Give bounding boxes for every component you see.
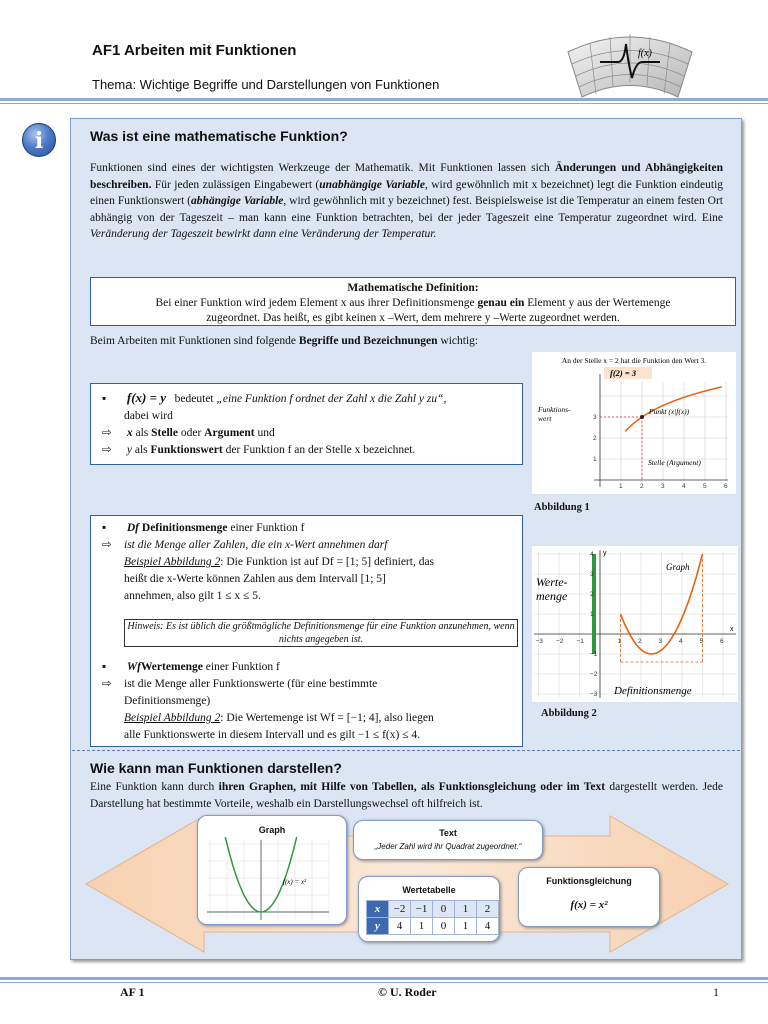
df-title: Definitionsmenge [141, 522, 228, 534]
figure1-caption: Abbildung 1 [534, 502, 590, 513]
value-table-row-x [367, 901, 499, 918]
value-table-cell: 4 [389, 918, 411, 935]
value-table-header-y: y [367, 918, 389, 935]
value-table-cell: 0 [433, 918, 455, 935]
equation-card-body: f(x) = x² [570, 899, 608, 911]
value-table-cell: −2 [389, 901, 411, 918]
text-card [353, 820, 543, 860]
document-topic: Thema: Wichtige Begriffe und Darstellungen von Funktionen [92, 77, 440, 92]
sets-content [102, 520, 520, 605]
value-table-header-x: x [367, 901, 389, 918]
terms-intro-bold: Begriffe und Bezeichnungen [298, 335, 438, 347]
wf-content [102, 659, 520, 744]
figure2-x-tick: 4 [679, 638, 683, 645]
df-example-text-2: heißt die x-Werte können Zahlen aus dem Intervall [1; 5] [124, 573, 386, 585]
figure2-x-tick: −1 [576, 638, 584, 645]
df-example-label: Beispiel Abbildung 2 [124, 556, 221, 568]
value-table-cell: 4 [477, 918, 499, 935]
figure1-caption-top: An der Stelle x = 2 hat die Funktion den Wert 3. [561, 356, 707, 365]
df-rest: einer Funktion f [230, 522, 305, 534]
notation-argument: Argument [204, 427, 255, 439]
wf-example-text-1: : Die Wertemenge ist Wf = [−1; 4], also liegen [220, 712, 434, 724]
footer-divider-thin [0, 982, 768, 983]
figure1-x-label: Stelle (Argument) [648, 458, 701, 467]
notation-als-2: als [134, 444, 148, 456]
wf-description-2: Definitionsmenge) [124, 695, 211, 707]
figure2-axis-x-label: x [730, 626, 734, 633]
figure1-y-tick: 3 [593, 414, 597, 421]
footer-center: © U. Roder [378, 985, 437, 999]
intro-paragraph [90, 160, 723, 243]
figure2-x-tick: 6 [720, 638, 724, 645]
representation-text-2: dargestellt werden. Jede Darstellung hat bestimmte Vorteile, weshalb ein Darstellungswechsel oft hilfreich ist. [90, 781, 724, 810]
figure2-x-tick: −3 [535, 638, 543, 645]
intro-text-independent: unabhängige Variable [319, 178, 425, 191]
definition-title: Mathematische Definition: [347, 282, 479, 294]
notation-oder: oder [180, 427, 202, 439]
table-card [358, 876, 500, 942]
intro-text-3: , wird gewöhnlich mit x bezeichnet) legt die Funktion eindeutig einen Funktionswert ( [90, 178, 724, 207]
figure2-x-tick: 2 [638, 638, 642, 645]
figure2-caption: Abbildung 2 [541, 708, 597, 719]
figure-2 [532, 546, 738, 702]
definition-text-a: Bei einer Funktion wird jedem Element x aus ihrer Definitionsmenge [155, 297, 475, 309]
footer-page-number: 1 [713, 985, 719, 999]
df-symbol: Df [126, 522, 140, 534]
wf-title: Wertemenge [140, 661, 203, 673]
graph-card [197, 815, 347, 925]
notation-quote: „eine Funktion f ordnet der Zahl x die Zahl y zu“, [216, 393, 447, 405]
notation-line-1 [102, 389, 520, 408]
figure2-x-tick: −2 [556, 638, 564, 645]
figure2-axis-y-label: y [603, 550, 607, 557]
bullet: ▪ [102, 393, 107, 405]
function-logo [560, 22, 700, 102]
representation-text-bold: ihren Graphen, mit Hilfe von Tabellen, als Funktionsgleichung oder im Text [218, 781, 606, 793]
representation-paragraph [90, 779, 723, 812]
figure2-y-tick: 3 [590, 571, 594, 578]
value-table-cell: 1 [411, 918, 433, 935]
equation-card-title: Funktionsgleichung [546, 876, 632, 886]
figure-1 [532, 352, 736, 494]
bullet: ▪ [102, 522, 107, 534]
df-example-1 [102, 554, 520, 571]
figure1-point-label: Punkt (x|f(x)) [649, 407, 690, 416]
document-title: AF1 Arbeiten mit Funktionen [92, 42, 297, 59]
section-title-definition: Was ist eine mathematische Funktion? [90, 128, 348, 144]
df-example-text-1: : Die Funktion ist auf Df = [1; 5] definiert, das [220, 556, 435, 568]
df-line-1 [102, 537, 520, 554]
arrow-icon: ⇨ [102, 539, 112, 551]
figure2-y-tick: −1 [590, 651, 598, 658]
wf-symbol: Wf [126, 661, 141, 673]
arrow-icon: ⇨ [102, 427, 112, 439]
figure2-def-label: Definitionsmenge [614, 685, 692, 697]
figure1-x-tick: 5 [703, 483, 707, 490]
figure2-wertemenge-label: Werte-menge [536, 575, 568, 603]
graph-card-title: Graph [258, 825, 286, 835]
figure1-point [640, 415, 644, 419]
value-table-cell: −1 [411, 901, 433, 918]
value-table-cell: 0 [433, 901, 455, 918]
figure2-y-tick: −3 [590, 691, 598, 698]
figure1-x-tick: 4 [682, 483, 686, 490]
header-divider [0, 98, 768, 101]
intro-text-1: Funktionen sind eines der wichtigsten Werkzeuge der Mathematik. Mit Funktionen lassen sich [90, 162, 550, 174]
wf-description: ist die Menge aller Funktionswerte (für eine bestimmte [124, 678, 378, 690]
notation-text-2: dabei wird [124, 410, 173, 422]
notation-y: y [126, 444, 132, 456]
section-divider [72, 750, 740, 751]
figure1-x-tick: 6 [724, 483, 728, 490]
value-table-cell: 1 [455, 918, 477, 935]
intro-text-4: , wird gewöhnlich mit y bezeichnet) fest. Beispielsweise ist die Temperatur an einem festen Ort abhängig von der Tageszeit – man kann eine Funktion betrachten, bei der jeder Tageszeit eine Temperatur zugeordnet wird. Eine [90, 195, 723, 224]
hint-box: Hinweis: Es ist üblich die größtmögliche Definitionsmenge für eine Funktion anzunehmen, wenn nichts angegeben ist. [124, 619, 518, 647]
footer-left: AF 1 [120, 985, 145, 999]
value-table-cell: 2 [477, 901, 499, 918]
figure1-y-tick: 1 [593, 456, 597, 463]
text-card-title: Text [439, 828, 457, 838]
text-card-body: „Jeder Zahl wird ihr Quadrat zugeordnet.“ [374, 842, 522, 851]
df-heading [102, 520, 520, 537]
figure2-graph-label: Graph [666, 562, 690, 572]
figure2-range-bar [592, 554, 596, 654]
wf-example-text-2: alle Funktionswerte in diesem Intervall und es gilt −1 ≤ f(x) ≤ 4. [124, 729, 421, 741]
representation-text-1: Eine Funktion kann durch [90, 781, 215, 793]
figure1-x-tick: 1 [619, 483, 623, 490]
equation-card [518, 867, 660, 927]
figure1-y-tick: 2 [593, 435, 597, 442]
wf-heading [102, 659, 520, 676]
footer-divider [0, 977, 768, 980]
figure2-x-tick: 5 [699, 638, 704, 645]
value-table [366, 900, 499, 935]
intro-text-bold: Änderungen und Abhängigkeiten beschreiben. [90, 162, 723, 191]
definition-line-2: zugeordnet. Das heißt, es gibt keinen x –Wert, dem mehrere y –Werte zugeordnet werden. [206, 312, 620, 324]
notation-funktionswert: Funktionswert [150, 444, 223, 456]
notation-text-3: der Funktion f an der Stelle x bezeichnet. [225, 444, 416, 456]
notation-und: und [257, 427, 275, 439]
notation-text-1: bedeutet [174, 393, 214, 405]
figure2-y-tick: 1 [590, 611, 594, 618]
logo-text: f(x) [638, 48, 652, 59]
figure1-value-label: f(2) = 3 [610, 368, 637, 378]
arrow-icon: ⇨ [102, 444, 112, 456]
figure1-x-tick: 2 [640, 483, 644, 490]
terms-intro-text: Beim Arbeiten mit Funktionen sind folgende [90, 335, 297, 347]
definition-line-1 [91, 296, 735, 311]
wf-example-1 [102, 710, 520, 727]
graph-card-label: f(x) = x² [283, 878, 307, 886]
header-divider-thin [0, 103, 768, 104]
notation-formula: f(x) = y [126, 390, 167, 405]
table-card-title: Wertetabelle [402, 885, 456, 895]
info-icon: i [22, 123, 56, 157]
notation-stelle: Stelle [151, 427, 178, 439]
notation-item-funktionswert [102, 442, 520, 459]
notation-content [102, 389, 520, 459]
wf-rest: einer Funktion f [205, 661, 280, 673]
value-table-cell: 1 [455, 901, 477, 918]
graph-card-plot [203, 836, 343, 922]
df-example-text-3: annehmen, also gilt 1 ≤ x ≤ 5. [124, 590, 261, 602]
bullet: ▪ [102, 661, 107, 673]
definition-text-bold: genau ein [477, 297, 525, 309]
value-table-row-y [367, 918, 499, 935]
notation-als-1: als [135, 427, 149, 439]
wf-example-label: Beispiel Abbildung 2 [124, 712, 221, 724]
figure2-y-tick: −2 [590, 671, 598, 678]
definition-text-c: Element y aus der Wertemenge [527, 297, 671, 309]
figure2-y-tick: 2 [590, 591, 594, 598]
figure2-x-tick: 1 [617, 638, 622, 645]
intro-text-italic: Veränderung der Tageszeit bewirkt dann eine Veränderung der Temperatur. [90, 228, 437, 240]
terms-intro [90, 333, 478, 350]
figure2-y-tick: 4 [590, 551, 594, 558]
section-title-representation: Wie kann man Funktionen darstellen? [90, 760, 342, 776]
figure2-x-tick: 3 [658, 638, 663, 645]
arrow-icon: ⇨ [102, 678, 112, 690]
terms-intro-end: wichtig: [440, 335, 479, 347]
figure1-y-label: Funktions-wert [538, 405, 571, 423]
intro-text-2: Für jeden zulässigen Eingabewert ( [154, 178, 320, 191]
intro-text-dependent: abhängige Variable [191, 195, 284, 207]
definition-box [90, 277, 736, 326]
figure1-x-tick: 3 [661, 483, 665, 490]
notation-item-stelle [102, 425, 520, 442]
df-description: ist die Menge aller Zahlen, die ein x-Wert annehmen darf [124, 539, 388, 551]
wf-line-1 [102, 676, 520, 693]
notation-x: x [126, 427, 133, 439]
